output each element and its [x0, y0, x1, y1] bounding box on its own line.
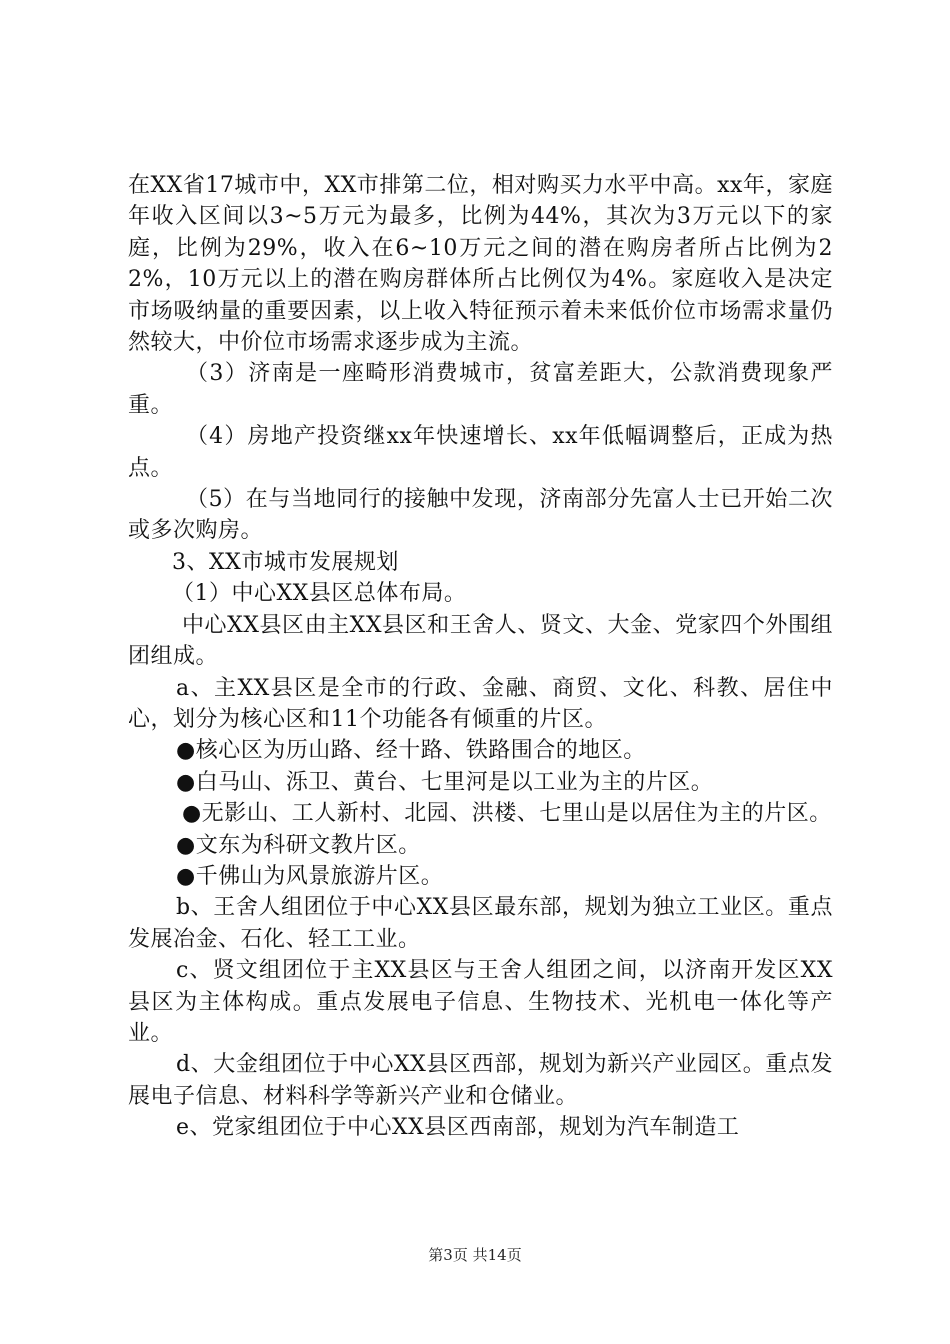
subsection-heading-1: （1）中心XX县区总体布局。: [172, 581, 467, 607]
paragraph-item-5: （5）在与当地同行的接触中发现，济南部分先富人士已开始二次或多次购房。: [128, 487, 833, 544]
document-body: [128, 170, 833, 1144]
paragraph-item-d: d、大金组团位于中心XX县区西部，规划为新兴产业园区。重点发展电子信息、材料科学等新兴产业和仓储业。: [128, 1052, 833, 1109]
paragraph-item-b: b、王舍人组团位于中心XX县区最东部，规划为独立工业区。重点发展冶金、石化、轻工工业。: [128, 895, 833, 952]
paragraph-income: 在XX省17城市中，XX市排第二位，相对购买力水平中高。xx年，家庭年收入区间以3~5万元为最多，比例为44%，其次为3万元以下的家庭，比例为29%，收入在6~10万元之间的潜在购房者所占比例为22%，10万元以上的潜在购房群体所占比例仅为4%。家庭收入是决定市场吸纳量的重要因素，以上收入特征预示着未来低价位市场需求量仍然较大，中价位市场需求逐步成为主流。: [128, 173, 833, 356]
paragraph-item-e: e、党家组团位于中心XX县区西南部，规划为汽车制造工: [176, 1115, 740, 1141]
paragraph-item-c: c、贤文组团位于主XX县区与王舍人组团之间，以济南开发区XX县区为主体构成。重点发展电子信息、生物技术、光机电一体化等产业。: [128, 958, 833, 1046]
bullet-industrial-areas: ●白马山、泺卫、黄台、七里河是以工业为主的片区。: [176, 769, 714, 795]
bullet-research-area: ●文东为科研文教片区。: [176, 832, 421, 858]
paragraph-item-a: a、主XX县区是全市的行政、金融、商贸、文化、科教、居住中心，划分为核心区和11个功能各有倾重的片区。: [128, 675, 833, 732]
bullet-residential-areas: ●无影山、工人新村、北园、洪楼、七里山是以居住为主的片区。: [182, 801, 832, 827]
bullet-scenic-area: ●千佛山为风景旅游片区。: [176, 863, 444, 889]
paragraph-layout-overview: 中心XX县区由主XX县区和王舍人、贤文、大金、党家四个外围组团组成。: [128, 612, 833, 670]
paragraph-item-3: （3）济南是一座畸形消费城市，贫富差距大，公款消费现象严重。: [128, 361, 833, 418]
bullet-core-area: ●核心区为历山路、经十路、铁路围合的地区。: [176, 738, 646, 764]
section-heading-3: 3、XX市城市发展规划: [172, 549, 399, 575]
paragraph-item-4: （4）房地产投资继xx年快速增长、xx年低幅调整后，正成为热点。: [128, 424, 833, 481]
page-number-footer: 第3页 共14页: [428, 1246, 522, 1264]
